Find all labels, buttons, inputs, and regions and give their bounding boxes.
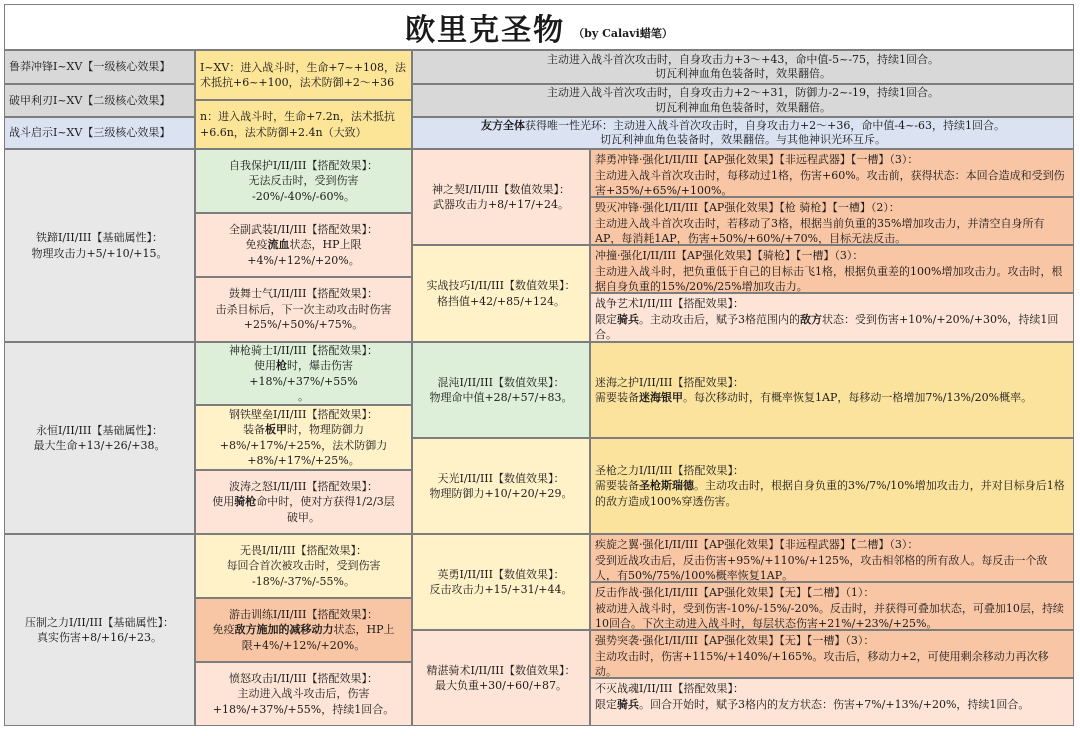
core-1-label: 鲁莽冲锋I~XV【一级核心效果】 xyxy=(4,50,195,84)
group-3-effect-3: 强势突袭·强化I/II/III【AP强化效果】【无】【一槽】（3）： 主动攻击时，伤害+115%/+140%/+165%。攻击后，移动力+2，可使用剩余移动力再次移动。 xyxy=(590,630,1074,678)
core-values-formula: n：进入战斗时，生命+7.2n，法术抵抗+6.6n，法术防御+2.4n（大致） xyxy=(195,100,412,149)
group-2-set-2: 钢铁壁垒I/II/III【搭配效果】： 装备板甲时，物理防御力 +8%/+17%/+25%，法术防御力 +8%/+17%/+25%。 xyxy=(195,405,412,470)
group-2-value-2: 天光I/II/III【数值效果】： 物理防御力+10/+20/+29。 xyxy=(412,438,590,534)
group-2-base: 永恒I/II/III【基础属性】： 最大生命+13/+26/+38。 xyxy=(4,342,195,534)
group-3-set-3: 愤怒攻击I/II/III【搭配效果】： 主动进入战斗攻击后，伤害 +18%/+37%/+55%，持续1回合。 xyxy=(195,662,412,726)
group-3-effect-1: 疾旋之翼·强化I/II/III【AP强化效果】【非远程武器】【二槽】（3）： 受到近战攻击后，反击伤害+95%/+110%/+125%，攻击相邻格的所有敌人。每反击一个敌人，有50%/75%/100%概率恢复1AP。 xyxy=(590,534,1074,582)
group-3-effect-2: 反击作战·强化I/II/III【AP强化效果】【无】【二槽】（1）： 被动进入战斗时，受到伤害-10%/-15%/-20%。反击时，并获得可叠加状态，可叠加10层，持续10回合。下次主动进入战斗时，每层状态伤害+21%/+23%/+25%。 xyxy=(590,582,1074,630)
core-2-label: 破甲利刃I~XV【二级核心效果】 xyxy=(4,84,195,117)
group-2-effect-1: 迷海之护I/II/III【搭配效果】： 需要装备迷海银甲。每次移动时，有概率恢复1AP，每移动一格增加7%/13%/20%概率。 xyxy=(590,342,1074,438)
group-1-set-2: 全副武装I/II/III【搭配效果】： 免疫流血状态，HP上限 +4%/+12%/+20%。 xyxy=(195,213,412,277)
page-title: 欧里克圣物 xyxy=(405,13,566,48)
group-3-base: 压制之力I/II/III【基础属性】： 真实伤害+8/+16/+23。 xyxy=(4,534,195,726)
group-1-value-2: 实战技巧I/II/III【数值效果】： 格挡值+42/+85/+124。 xyxy=(412,245,590,342)
group-2-set-1: 神枪骑士I/II/III【搭配效果】： 使用枪时，爆击伤害+18%/+37%/+55% 。 xyxy=(195,342,412,405)
group-2-set-3: 波涛之怒I/II/III【搭配效果】： 使用骑枪命中时，使对方获得1/2/3层 破甲。 xyxy=(195,470,412,534)
core-2-effect: 主动进入战斗首次攻击时，自身攻击力+2～+31，防御力-2~-19，持续1回合。 切瓦利神血角色装备时，效果翻倍。 xyxy=(412,84,1074,117)
group-3-value-1: 英勇I/II/III【数值效果】： 反击攻击力+15/+31/+44。 xyxy=(412,534,590,630)
group-1-effect-2: 毁灭冲锋·强化I/II/III【AP强化效果】【枪 骑枪】【一槽】（2）： 主动进入战斗首次攻击时，若移动了3格，根据当前负重的35%增加攻击力，并清空自身所有AP，每消耗1AP，伤害+50%/+60%/+70%，目标无法反击。 xyxy=(590,197,1074,245)
group-2-effect-2: 圣枪之力I/II/III【搭配效果】： 需要装备圣枪斯瑞德。主动攻击时，根据自身负重的3%/7%/10%增加攻击力，并对目标身后1格的敌方造成100%穿透伤害。 xyxy=(590,438,1074,534)
group-1-base: 铁蹄I/II/III【基础属性】： 物理攻击力+5/+10/+15。 xyxy=(4,149,195,342)
title-bar xyxy=(4,4,1074,50)
group-1-effect-3: 冲撞·强化I/II/III【AP强化效果】【骑枪】【一槽】（3）： 主动进入战斗时，把负重低于自己的目标击飞1格，根据负重差的100%增加攻击力。攻击时，根据自身负重的15%/20%/25%增加攻击力。 xyxy=(590,245,1074,293)
group-3-effect-4: 不灭战魂I/II/III【搭配效果】： 限定骑兵。回合开始时，赋予3格内的友方状态：伤害+7%/+13%/+20%，持续1回合。 xyxy=(590,678,1074,726)
group-1-value-1: 神之契I/II/III【数值效果】： 武器攻击力+8/+17/+24。 xyxy=(412,149,590,245)
core-values-range: I~XV：进入战斗时，生命+7~+108，法术抵抗+6~+100，法术防御+2～+36 xyxy=(195,50,412,100)
page-subtitle: （by Calavi蜡笔） xyxy=(573,27,673,40)
group-1-effect-4: 战争艺术I/II/III【搭配效果】： 限定骑兵。主动攻击后，赋予3格范围内的敌方状态：受到伤害+10%/+20%/+30%，持续1回合。 xyxy=(590,293,1074,342)
group-1-set-1: 自我保护I/II/III【搭配效果】： 无法反击时，受到伤害 -20%/-40%/-60%。 xyxy=(195,149,412,213)
core-1-effect: 主动进入战斗首次攻击时，自身攻击力+3～+43，命中值-5~-75，持续1回合。 切瓦利神血角色装备时，效果翻倍。 xyxy=(412,50,1074,84)
core-3-label: 战斗启示I~XV【三级核心效果】 xyxy=(4,117,195,149)
group-1-effect-1: 莽勇冲锋·强化I/II/III【AP强化效果】【非远程武器】【一槽】（3）： 主动进入战斗首次攻击时，每移动过1格，伤害+60%。攻击前，获得状态：本回合造成和受到伤害+35%/+65%/+100%。 xyxy=(590,149,1074,197)
group-3-set-1: 无畏I/II/III【搭配效果】： 每回合首次被攻击时，受到伤害 -18%/-37%/-55%。 xyxy=(195,534,412,598)
group-3-value-2: 精湛骑术I/II/III【数值效果】： 最大负重+30/+60/+87。 xyxy=(412,630,590,726)
group-3-set-2: 游击训练I/II/III【搭配效果】： 免疫敌方施加的减移动力状态，HP上 限+4%/+12%/+20%。 xyxy=(195,598,412,662)
group-2-value-1: 混沌I/II/III【数值效果】： 物理命中值+28/+57/+83。 xyxy=(412,342,590,438)
core-3-effect: 友方全体获得唯一性光环：主动进入战斗首次攻击时，自身攻击力+2～+36，命中值-4~-63，持续1回合。 切瓦利神血角色装备时，效果翻倍。与其他神识光环互斥。 xyxy=(412,117,1074,149)
group-1-set-3: 鼓舞士气I/II/III【搭配效果】： 击杀目标后，下一次主动攻击时伤害 +25%/+50%/+75%。 xyxy=(195,277,412,342)
